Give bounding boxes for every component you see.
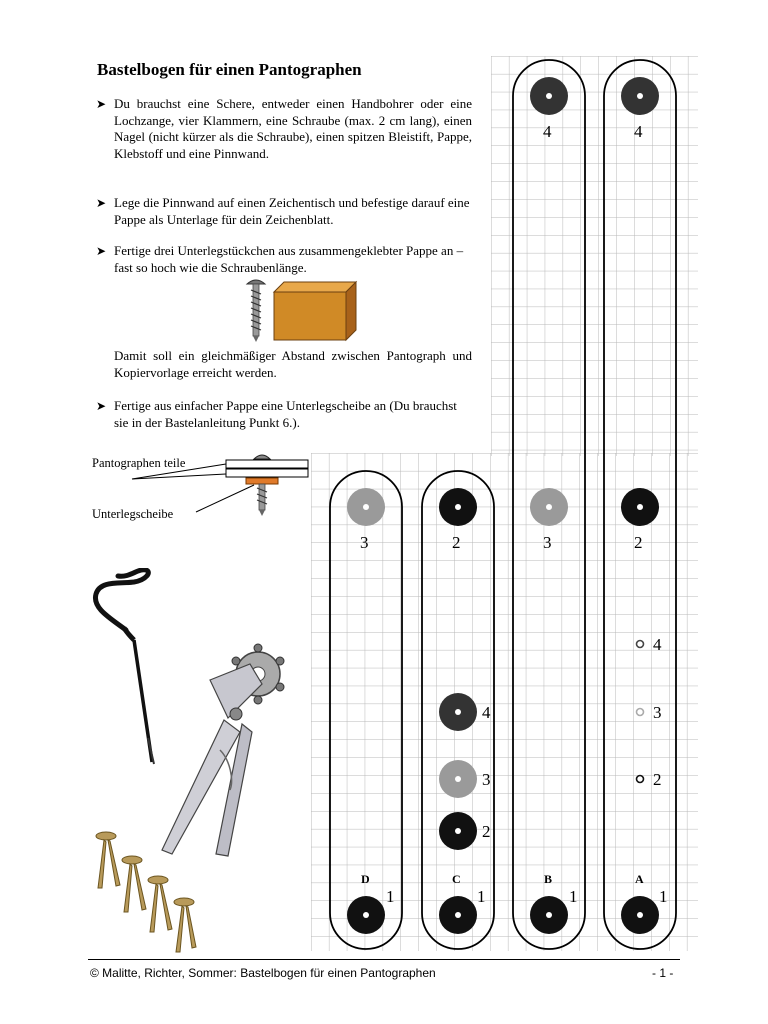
bullet-text: Du brauchst eine Schere, entweder einen Handbohrer oder eine Lochzange, vier Klammern, eine Schraube (max. 2 cm lang), einen Nagel (nicht kürzer als die Schraube), einen spitzen Bleistift, Pappe, Klebstoff und eine Pinnwand. [114,96,472,161]
strip-a-hole-2-number: 2 [653,770,662,789]
arrow-bullet-icon: ➤ [96,244,107,258]
strip-c-hole-2-number: 2 [482,822,491,841]
footer-page-number: - 1 - [652,966,674,980]
strip-b-bottom-number: 1 [569,887,578,906]
screw-icon [247,280,265,342]
page-title: Bastelbogen für einen Pantographen [97,60,362,79]
bullet-pinboard [96,195,472,228]
wood-block-icon [274,282,356,340]
strip-c-hole-4-number: 4 [482,703,491,722]
strip-c-hole-3-number: 3 [482,770,491,789]
strip-a-top-number: 4 [634,122,643,141]
label-washer: Unterlegscheibe [92,507,174,521]
strip-c-bottom-number: 1 [477,887,486,906]
strip-d-bottom-number: 1 [386,887,395,906]
strip-a-hole-3-number: 3 [653,703,662,722]
strip-b-letter: B [544,872,553,886]
strip-b-top-number: 4 [543,122,552,141]
label-pantograph-parts: Pantographen teile [92,456,186,470]
footer-copyright: © Malitte, Richter, Sommer: Bastelbogen für einen Pantographen [90,966,436,980]
assembly-diagram [120,450,320,520]
arrow-bullet-icon: ➤ [96,97,107,111]
pantograph-part-bottom [226,469,308,477]
brass-fasteners-icon [92,828,202,958]
strip-c-letter: C [452,872,461,886]
strip-c-top-number: 2 [452,533,461,552]
strip-a-bottom-number: 1 [659,887,668,906]
bullet-washer [96,398,472,431]
strip-a-hole-4-number: 4 [653,635,662,654]
grid-upper [491,56,698,456]
bullet-text: Fertige drei Unterlegstückchen aus zusammengeklebter Pappe an – fast so hoch wie die Schraubenlänge. [114,243,464,275]
strip-b-mid-number: 3 [543,533,552,552]
bullet-text: Lege die Pinnwand auf einen Zeichentisch und befestige darauf eine Pappe als Unterlage für dein Zeichenblatt. [114,195,470,227]
strip-a-mid-number: 2 [634,533,643,552]
pantograph-part-top [226,460,308,468]
bullet-materials [96,96,472,162]
arrow-bullet-icon: ➤ [96,196,107,210]
screw-and-block-illustration [240,278,360,344]
bullet-spacers [96,243,472,276]
spacing-paragraph: Damit soll ein gleichmäßiger Abstand zwischen Pantograph und Kopiervorlage erreicht werden. [114,348,472,380]
strip-d-top-number: 3 [360,533,369,552]
punch-pliers-icon [150,640,300,860]
footer-divider [88,959,680,960]
washer-icon [246,478,278,484]
arrow-bullet-icon: ➤ [96,399,107,413]
strip-a-letter: A [635,872,644,886]
bullet-text: Fertige aus einfacher Pappe eine Unterlegscheibe an (Du brauchst sie in der Bastelanleitung Punkt 6.). [114,398,457,430]
strip-d-letter: D [361,872,370,886]
